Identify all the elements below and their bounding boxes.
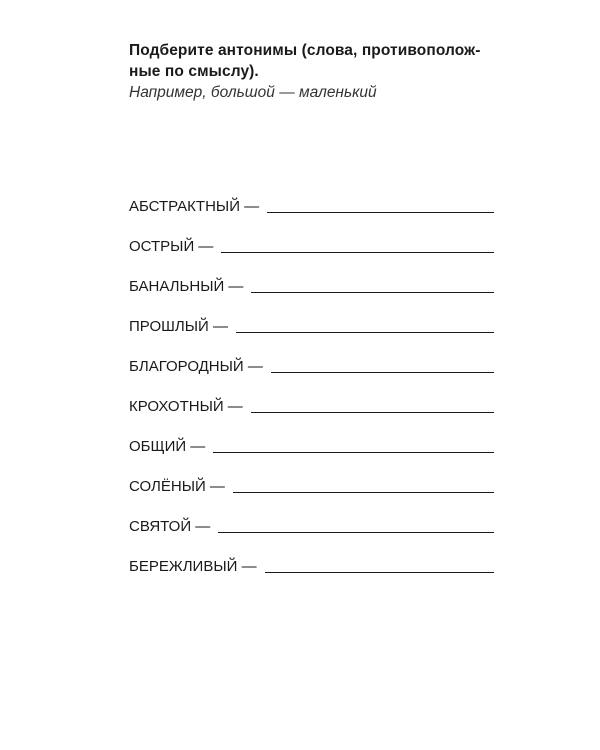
answer-blank[interactable] (271, 359, 494, 373)
exercise-row (129, 416, 494, 456)
task-title-line-1: Подберите антонимы (слова, противополож- (129, 42, 481, 59)
example-text: Например, большой — маленький (129, 84, 377, 101)
answer-blank[interactable] (251, 399, 494, 413)
exercise-row (129, 456, 494, 496)
answer-blank[interactable] (265, 559, 494, 573)
answer-blank[interactable] (236, 319, 494, 333)
answer-blank[interactable] (213, 439, 494, 453)
exercise-word: БАНАЛЬНЫЙ — (129, 278, 244, 295)
answer-blank[interactable] (233, 479, 494, 493)
exercise-word: ОБЩИЙ — (129, 438, 206, 455)
exercise-word: ОСТРЫЙ — (129, 238, 214, 255)
answer-blank[interactable] (267, 199, 494, 213)
exercise-word: АБСТРАКТНЫЙ — (129, 198, 260, 215)
exercise-row (129, 336, 494, 376)
exercise-word: СВЯТОЙ — (129, 518, 211, 535)
answer-blank[interactable] (221, 239, 494, 253)
instructions-block (129, 40, 519, 103)
exercise-row (129, 536, 494, 576)
task-title-line-2: ные по смыслу). (129, 63, 259, 80)
exercise-word: СОЛЁНЫЙ — (129, 478, 225, 495)
exercise-word: ПРОШЛЫЙ — (129, 318, 228, 335)
answer-blank[interactable] (251, 279, 494, 293)
exercise-word: КРОХОТНЫЙ — (129, 398, 243, 415)
exercise-row (129, 176, 494, 216)
exercise-word: БЕРЕЖЛИВЫЙ — (129, 558, 257, 575)
task-title (129, 40, 519, 82)
exercise-word: БЛАГОРОДНЫЙ — (129, 358, 263, 375)
exercise-row (129, 256, 494, 296)
exercise-row (129, 296, 494, 336)
exercise-row (129, 376, 494, 416)
antonym-list (129, 176, 494, 576)
exercise-row (129, 216, 494, 256)
exercise-row (129, 496, 494, 536)
answer-blank[interactable] (218, 519, 494, 533)
